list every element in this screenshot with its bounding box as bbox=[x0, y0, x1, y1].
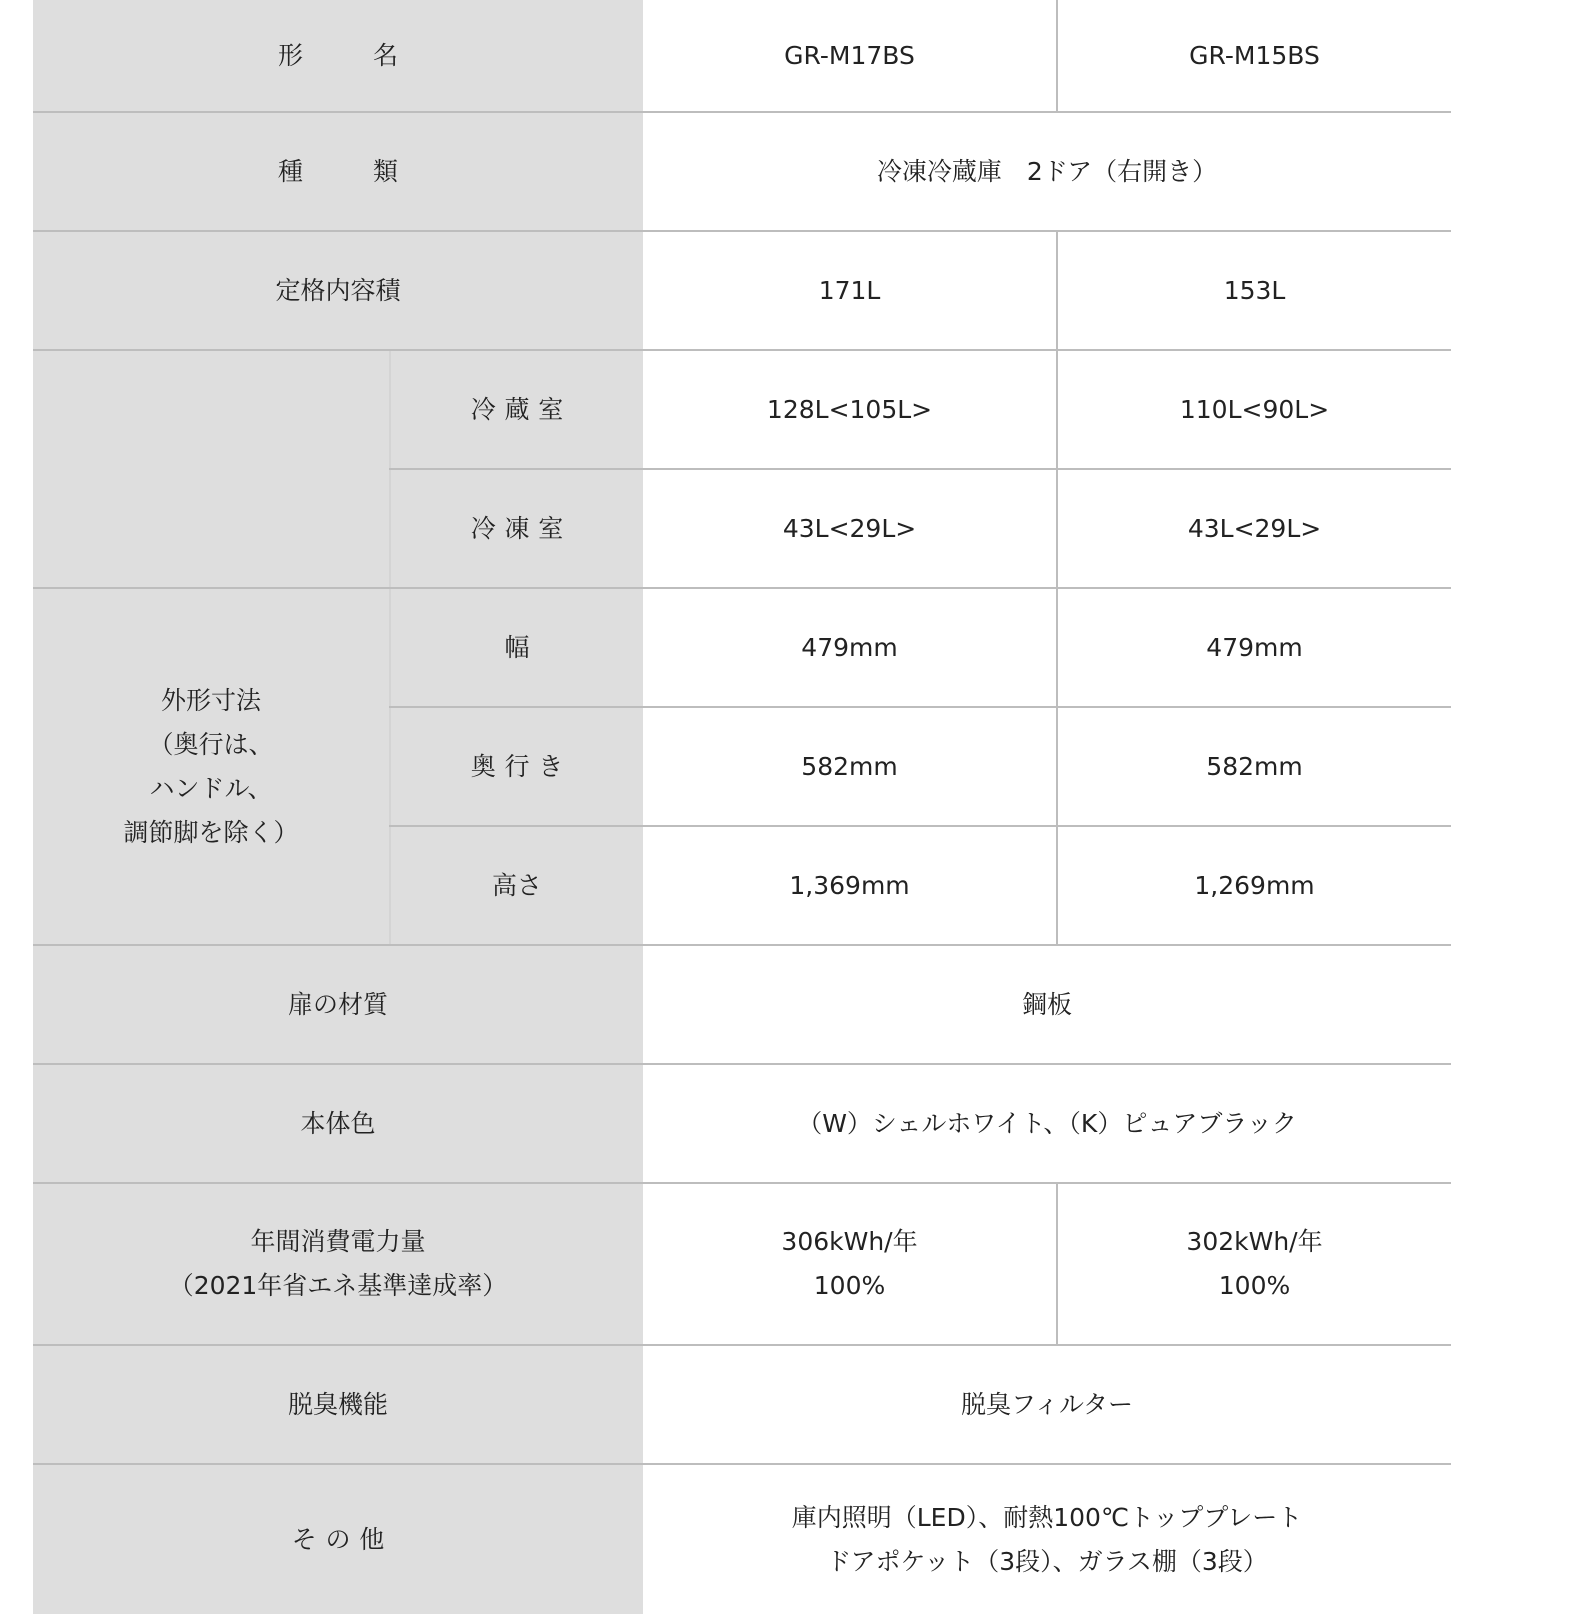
capacity-value-2: 153L bbox=[1057, 231, 1451, 350]
width-label: 幅 bbox=[390, 588, 643, 707]
freezer-value-2: 43L<29L> bbox=[1057, 469, 1451, 588]
height-value-1: 1,369mm bbox=[643, 826, 1057, 945]
other-value-line-1: 庫内照明（LED）、耐熱100℃トッププレート bbox=[791, 1502, 1303, 1532]
body-color-label: 本体色 bbox=[33, 1064, 643, 1183]
depth-value-1: 582mm bbox=[643, 707, 1057, 826]
row-other bbox=[33, 1464, 1451, 1614]
dimensions-label-line-1: 外形寸法 bbox=[160, 685, 261, 715]
type-value: 冷凍冷蔵庫 2ドア（右開き） bbox=[643, 112, 1451, 231]
other-label-cell bbox=[33, 1464, 643, 1614]
model-value-2: GR-M15BS bbox=[1057, 0, 1451, 112]
dimensions-label-line-2: （奥行は、 bbox=[148, 729, 274, 759]
row-fridge bbox=[33, 350, 1451, 469]
depth-label-cell bbox=[390, 707, 643, 826]
height-value-2: 1,269mm bbox=[1057, 826, 1451, 945]
type-label: 種 類 bbox=[278, 156, 421, 186]
power-kwh-1: 306kWh/年 bbox=[781, 1227, 918, 1256]
power-value-2 bbox=[1057, 1183, 1451, 1345]
other-label: その他 bbox=[291, 1524, 394, 1554]
type-label-cell bbox=[33, 112, 643, 231]
dimensions-label-line-3: ハンドル、 bbox=[149, 773, 273, 803]
capacity-label: 定格内容積 bbox=[33, 231, 643, 350]
door-material-value: 鋼板 bbox=[643, 945, 1451, 1064]
fridge-value-2: 110L<90L> bbox=[1057, 350, 1451, 469]
other-value-line-2: ドアポケット（3段）、ガラス棚（3段） bbox=[826, 1546, 1268, 1576]
power-rate-2: 100% bbox=[1218, 1271, 1291, 1300]
power-value-1 bbox=[643, 1183, 1057, 1345]
fridge-label: 冷蔵室 bbox=[470, 394, 573, 424]
row-capacity bbox=[33, 231, 1451, 350]
deodorize-value: 脱臭フィルター bbox=[643, 1345, 1451, 1464]
freezer-label-cell bbox=[390, 469, 643, 588]
power-kwh-2: 302kWh/年 bbox=[1186, 1227, 1323, 1256]
dimensions-label-line-4: 調節脚を除く） bbox=[123, 817, 299, 847]
power-label-line-1: 年間消費電力量 bbox=[250, 1227, 426, 1256]
freezer-label: 冷凍室 bbox=[470, 513, 573, 543]
row-width bbox=[33, 588, 1451, 707]
door-material-label: 扉の材質 bbox=[33, 945, 643, 1064]
model-value-1: GR-M17BS bbox=[643, 0, 1057, 112]
depth-label: 奥行き bbox=[470, 751, 573, 781]
fridge-label-cell bbox=[390, 350, 643, 469]
row-door-material bbox=[33, 945, 1451, 1064]
depth-value-2: 582mm bbox=[1057, 707, 1451, 826]
freezer-value-1: 43L<29L> bbox=[643, 469, 1057, 588]
model-label-cell bbox=[33, 0, 643, 112]
row-deodorize bbox=[33, 1345, 1451, 1464]
power-label bbox=[33, 1183, 643, 1345]
row-power bbox=[33, 1183, 1451, 1345]
deodorize-label: 脱臭機能 bbox=[33, 1345, 643, 1464]
other-value bbox=[643, 1464, 1451, 1614]
capacity-value-1: 171L bbox=[643, 231, 1057, 350]
dimensions-label bbox=[33, 588, 390, 945]
height-label: 高さ bbox=[390, 826, 643, 945]
fridge-value-1: 128L<105L> bbox=[643, 350, 1057, 469]
power-rate-1: 100% bbox=[813, 1271, 886, 1300]
power-label-line-2: （2021年省エネ基準達成率） bbox=[168, 1271, 508, 1300]
row-body-color bbox=[33, 1064, 1451, 1183]
width-value-1: 479mm bbox=[643, 588, 1057, 707]
model-label: 形 名 bbox=[278, 40, 421, 70]
row-type bbox=[33, 112, 1451, 231]
compartment-group-cell bbox=[33, 350, 390, 588]
width-value-2: 479mm bbox=[1057, 588, 1451, 707]
spec-table bbox=[33, 0, 1451, 1614]
row-model bbox=[33, 0, 1451, 112]
body-color-value: （W）シェルホワイト、（K）ピュアブラック bbox=[643, 1064, 1451, 1183]
